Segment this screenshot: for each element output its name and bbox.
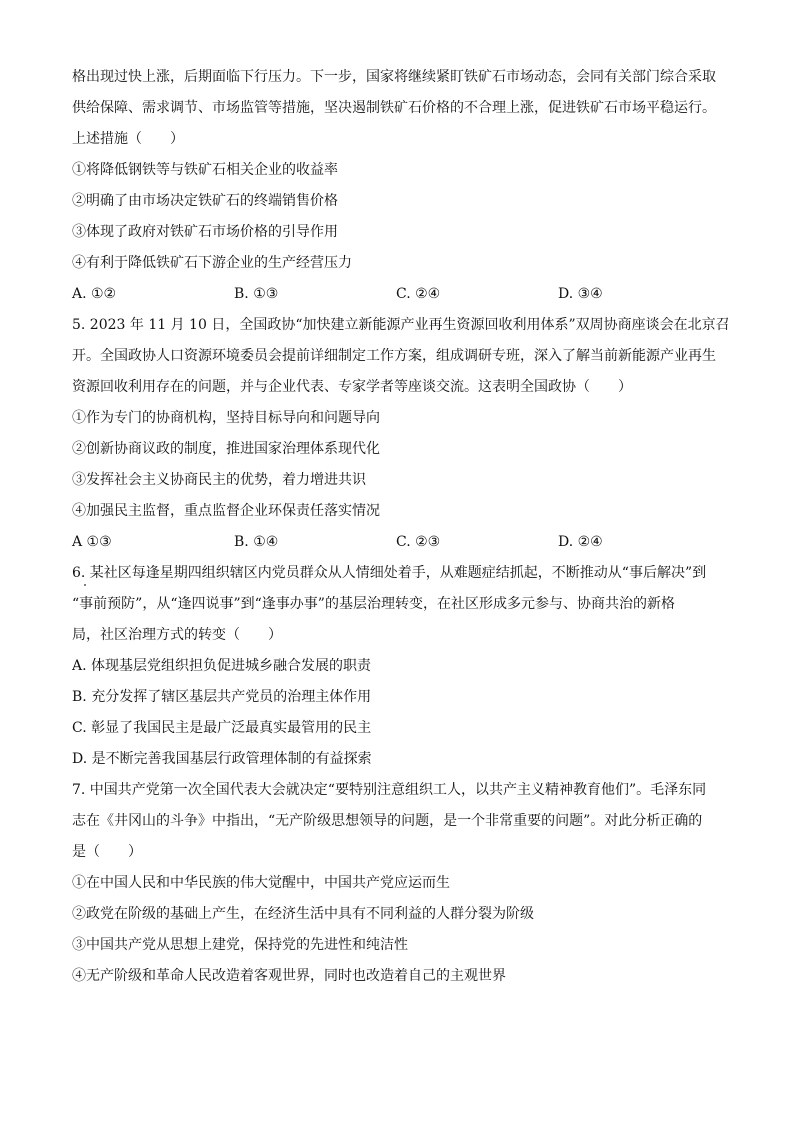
question-stem-line: 开。全国政协人口资源环境委员会提前详细制定工作方案，组成调研专班，深入了解当前新能源产业再生: [72, 348, 716, 364]
question-stem-line: 6. 某社区每逢星期四组织辖区内党员群众从人情细处着手，从难题症结抓起，不断推动从“事后解决”到: [72, 565, 707, 581]
statement-item: ④有利于降低铁矿石下游企业的生产经营压力: [72, 255, 352, 271]
option-a: A ①③: [72, 534, 112, 550]
statement-item: ④加强民主监督，重点监督企业环保责任落实情况: [72, 503, 380, 519]
statement-item: ②明确了由市场决定铁矿石的终端销售价格: [72, 193, 338, 209]
statement-item: ③体现了政府对铁矿石市场价格的引导作用: [72, 224, 338, 240]
stray-mark: [84, 584, 86, 586]
question-stem-line: 资源回收利用存在的问题，并与企业代表、专家学者等座谈交流。这表明全国政协（ ）: [72, 379, 632, 395]
question-stem-line: 局，社区治理方式的转变（ ）: [72, 627, 282, 643]
statement-item: ②政党在阶级的基础上产生，在经济生活中具有不同利益的人群分裂为阶级: [72, 906, 534, 922]
question-stem-line: 7. 中国共产党第一次全国代表大会就决定“要特别注意组织工人，以共产主义精神教育他们”。毛泽东同: [72, 782, 707, 798]
question-stem-line: 是（ ）: [72, 844, 142, 860]
statement-item: ③中国共产党从思想上建党，保持党的先进性和纯洁性: [72, 937, 408, 953]
statement-item: ③发挥社会主义协商民主的优势，着力增进共识: [72, 472, 366, 488]
statement-item: ①在中国人民和中华民族的伟大觉醒中，中国共产党应运而生: [72, 875, 450, 891]
option-c: C. ②④: [396, 286, 441, 302]
answer-options: [72, 527, 732, 558]
question-stem-line: 5. 2023 年 11 月 10 日，全国政协“加快建立新能源产业再生资源回收利用体系”双周协商座谈会在北京召: [72, 317, 730, 333]
option-d: D. ②④: [558, 534, 603, 550]
question-stem-line: 志在《井冈山的斗争》中指出，“无产阶级思想领导的问题，是一个非常重要的问题”。对此分析正确的: [72, 813, 703, 829]
question-stem-line: 上述措施（ ）: [72, 131, 184, 147]
statement-item: ①作为专门的协商机构，坚持目标导向和问题导向: [72, 410, 380, 426]
option-b: B. ①④: [234, 534, 279, 550]
statement-item: ①将降低钢铁等与铁矿石相关企业的收益率: [72, 162, 338, 178]
question-stem-line: 供给保障、需求调节、市场监管等措施，坚决遏制铁矿石价格的不合理上涨，促进铁矿石市场平稳运行。: [72, 100, 716, 116]
option-a: A. ①②: [72, 286, 117, 302]
question-stem-line: “事前预防”，从“逢四说事”到“逢事办事”的基层治理转变，在社区形成多元参与、协商共治的新格: [72, 596, 675, 612]
question-5: [72, 310, 732, 558]
statement-item: ④无产阶级和革命人民改造着客观世界，同时也改造着自己的主观世界: [72, 968, 506, 984]
option-a: A. 体现基层党组织担负促进城乡融合发展的职责: [72, 658, 372, 674]
option-d: D. 是不断完善我国基层行政管理体制的有益探索: [72, 751, 372, 767]
exam-page: [72, 62, 732, 992]
question-4: [72, 62, 732, 310]
question-6: [72, 558, 732, 775]
question-7: [72, 775, 732, 992]
option-c: C. 彰显了我国民主是最广泛最真实最管用的民主: [72, 720, 372, 736]
option-d: D. ③④: [558, 286, 603, 302]
statement-item: ②创新协商议政的制度，推进国家治理体系现代化: [72, 441, 380, 457]
option-b: B. 充分发挥了辖区基层共产党员的治理主体作用: [72, 689, 372, 705]
option-b: B. ①③: [234, 286, 279, 302]
answer-options: [72, 279, 732, 310]
option-c: C. ②③: [396, 534, 441, 550]
question-stem-line: 格出现过快上涨，后期面临下行压力。下一步，国家将继续紧盯铁矿石市场动态，会同有关部门综合采取: [72, 69, 716, 85]
